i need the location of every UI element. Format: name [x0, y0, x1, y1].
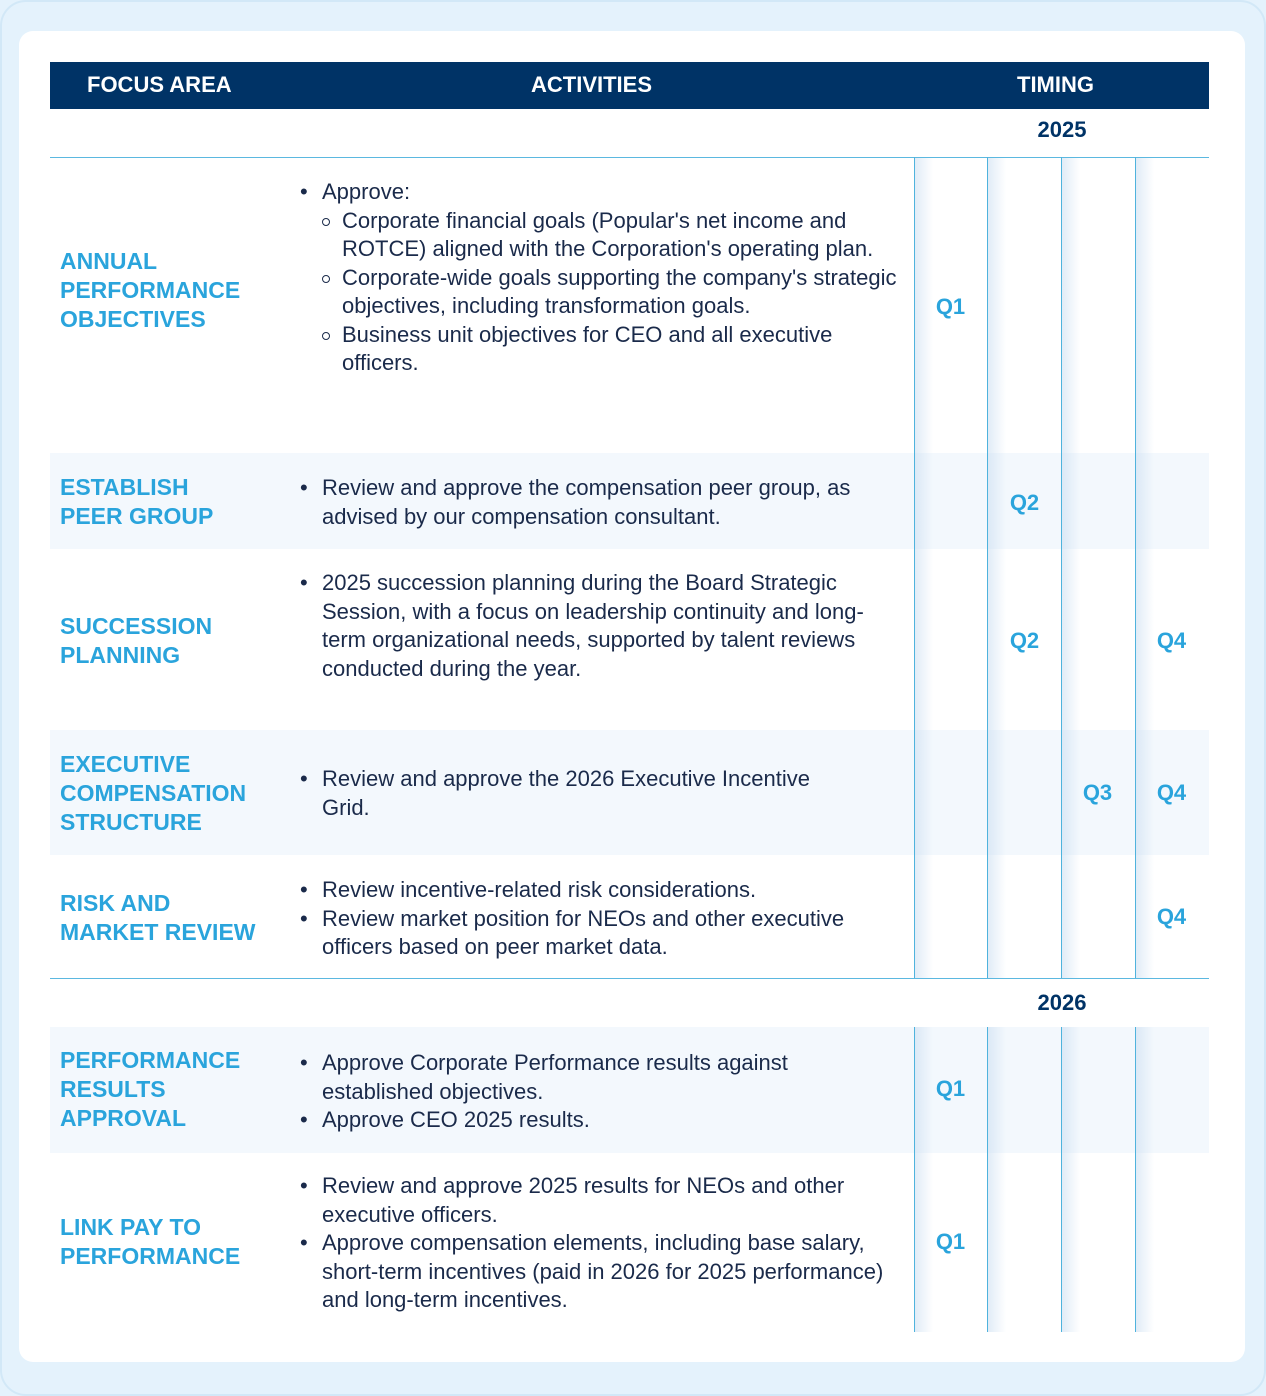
focus-line: COMPENSATION [60, 780, 247, 806]
list-item: • Approve: [300, 178, 910, 207]
focus-line: ESTABLISH [60, 474, 189, 500]
column-shade [915, 158, 933, 978]
activities-performance-results-approval [300, 1049, 900, 1135]
activities-succession-planning [300, 569, 900, 683]
activities-risk-and-market-review [300, 876, 880, 962]
timing-q4: Q4 [1156, 780, 1187, 805]
focus-performance-results-approval [60, 1046, 290, 1133]
list-item: • Approve Corporate Performance results against established objectives. [300, 1049, 900, 1106]
focus-establish-peer-group [60, 473, 290, 531]
list-item: Corporate financial goals (Popular's net income and ROTCE) aligned with the Corporation's operating plan. [300, 207, 910, 264]
focus-line: MARKET REVIEW [60, 919, 256, 945]
divider [50, 157, 1209, 158]
divider [50, 978, 1209, 979]
focus-line: LINK PAY TO [60, 1214, 202, 1240]
focus-annual-performance-objectives [60, 247, 290, 334]
focus-succession-planning [60, 612, 290, 670]
column-shade [915, 1027, 933, 1332]
timing-q2: Q2 [1009, 628, 1040, 653]
activities-establish-peer-group [300, 474, 910, 531]
list-item: • Review incentive-related risk considerations. [300, 876, 880, 905]
list-item: • 2025 succession planning during the Board Strategic Session, with a focus on leadership continuity and long-term organizational needs, supported by talent reviews conducted during the year. [300, 569, 900, 683]
column-shade [1136, 1027, 1154, 1332]
column-shade [988, 158, 1006, 978]
focus-line: OBJECTIVES [60, 306, 206, 332]
timing-q1: Q1 [935, 294, 966, 319]
year-2025-label: 2025 [1037, 117, 1087, 142]
focus-line: PERFORMANCE [60, 1243, 241, 1269]
activities-link-pay-to-performance [300, 1172, 910, 1315]
focus-executive-compensation-structure [60, 750, 290, 837]
focus-line: EXECUTIVE [60, 751, 191, 777]
timing-q2: Q2 [1009, 490, 1040, 515]
timing-q4: Q4 [1156, 904, 1187, 929]
list-item: • Review and approve the 2026 Executive Incentive Grid. [300, 765, 830, 822]
list-item: • Review and approve the compensation peer group, as advised by our compensation consultant. [300, 474, 910, 531]
list-item: • Approve compensation elements, including base salary, short-term incentives (paid in 2026 for 2025 performance) and long-term incentives. [300, 1229, 910, 1315]
list-item: • Review market position for NEOs and other executive officers based on peer market data. [300, 905, 880, 962]
header-timing: TIMING [1017, 72, 1094, 97]
focus-line: RISK AND [60, 890, 171, 916]
list-item: Corporate-wide goals supporting the company's strategic objectives, including transformation goals. [300, 264, 910, 321]
focus-line: PERFORMANCE [60, 277, 241, 303]
header-focus-area: FOCUS AREA [87, 72, 232, 97]
list-item: • Approve CEO 2025 results. [300, 1106, 900, 1135]
focus-line: PLANNING [60, 642, 181, 668]
activities-annual-performance-objectives [300, 178, 910, 378]
focus-line: STRUCTURE [60, 809, 202, 835]
column-shade [988, 1027, 1006, 1332]
list-item: Business unit objectives for CEO and all executive officers. [300, 321, 910, 378]
focus-line: RESULTS [60, 1076, 166, 1102]
column-shade [1062, 158, 1080, 978]
focus-link-pay-to-performance [60, 1213, 290, 1271]
table-header [50, 62, 1209, 109]
header-activities: ACTIVITIES [531, 72, 653, 97]
year-2026-label: 2026 [1037, 990, 1087, 1015]
focus-line: APPROVAL [60, 1105, 187, 1131]
column-shade [1062, 1027, 1080, 1332]
activities-executive-compensation-structure [300, 765, 830, 822]
timing-q3: Q3 [1082, 780, 1113, 805]
timing-q1: Q1 [935, 1229, 966, 1254]
focus-line: PERFORMANCE [60, 1047, 241, 1073]
list-item: • Review and approve 2025 results for NEOs and other executive officers. [300, 1172, 910, 1229]
focus-line: PEER GROUP [60, 503, 214, 529]
focus-risk-and-market-review [60, 889, 290, 947]
column-shade [1136, 158, 1154, 978]
timing-q1: Q1 [935, 1076, 966, 1101]
focus-line: SUCCESSION [60, 613, 213, 639]
timing-q4: Q4 [1156, 628, 1187, 653]
focus-line: ANNUAL [60, 248, 158, 274]
